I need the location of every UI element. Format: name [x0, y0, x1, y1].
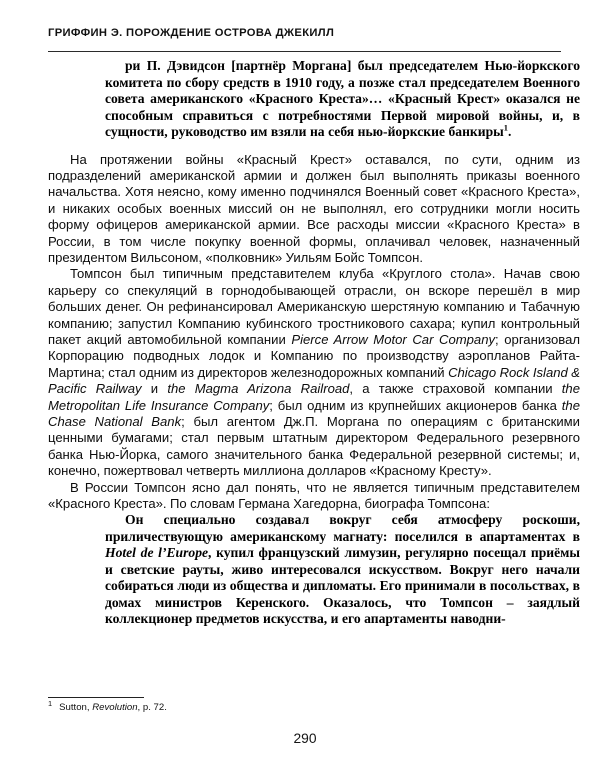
running-head: ГРИФФИН Э. ПОРОЖДЕНИЕ ОСТРОВА ДЖЕКИЛЛ — [48, 27, 335, 39]
paragraph-2-seg-4: , а также страховой компании — [349, 381, 562, 397]
header-rule — [48, 51, 561, 52]
company-name-chicago-rock-island: Chicago Rock Island & Pacific Railway — [48, 364, 581, 397]
blockquote-second-seg-1: Он специально создавал вокруг себя атмосферу роскоши, приличествующую американскому магнату: поселился в апартаментах в — [105, 512, 580, 544]
paragraph-1-text: На протяжении войны «Красный Крест» оставался, по сути, одним из подразделений американской армии и должен был выполнять приказы военного начальства. Хотя неясно, кому именно подчинялся Военный совет «Красного Креста», и никаких особых военных миссий он не выполнял, его сотрудники могли носить форму офицеров американской армии. Все расходы миссии «Красного Креста» в России, в том числе покупку военной формы, оплачивал человек, назначенный президентом Вильсоном, «полковник» Уильям Бойс Томпсон. — [48, 151, 580, 265]
company-name-magma-arizona: the Magma Arizona Railroad — [167, 381, 350, 397]
paragraph-2-seg-6: ; был агентом Дж.П. Моргана по операциям с британскими ценными бумагами; стал первым штатным директором Федерального резервного банка Нью-Йорка, самого значительного банка Федеральной резервной системы; и, конечно, пожертвовал четверть миллиона долларов «Красному Кресту». — [48, 414, 580, 479]
blockquote-first-tail: . — [507, 124, 512, 139]
company-name-metropolitan-life: the Metropolitan Life Insurance Company — [48, 381, 580, 413]
paragraph-2-seg-5: ; был одним из крупнейших акционеров банка — [269, 397, 562, 413]
blockquote-second-seg-2: , купил французский лимузин, регулярно посещал приёмы и светские рауты, живо интересовался искусством. Вокруг него начали собираться люди из общества и дипломаты. Его принимали в посольствах, в домах министров Керенского. Оказалось, что Томпсон – заядлый коллекционер предметов искусства, и его апартаменты наводни- — [105, 545, 580, 627]
hotel-name-europe: Hotel de l’Europe — [105, 545, 209, 561]
paragraph-red-cross-army — [48, 152, 580, 267]
footnote-author: Sutton, — [59, 702, 90, 713]
blockquote-second — [48, 512, 580, 628]
footnote-reference-1: 1 — [503, 123, 508, 133]
footnote-title: Revolution — [92, 702, 138, 713]
blockquote-first-text: ри П. Дэвидсон [партнёр Моргана] был председателем Нью-йоркского комитета по сбору средств в 1910 году, а позже стал председателем Военного совета американского «Красного Креста»… «Красный Крест» оказался не способным справиться с потребностями Первой мировой войны, и, в сущности, руководство им взяли на себя нью-йоркские банкиры — [105, 58, 580, 139]
footnote-locator: , p. 72. — [137, 702, 167, 713]
text-column — [48, 58, 580, 628]
company-name-chase-national-bank: the Chase National Bank — [48, 397, 580, 429]
page-number: 290 — [293, 731, 317, 746]
company-name-pierce-arrow: Pierce Arrow Motor Car Company — [291, 331, 496, 347]
paragraph-2-seg-3: и — [141, 381, 168, 397]
paragraph-hagedorn-intro — [48, 480, 580, 513]
paragraph-2-seg-1: Томпсон был типичным представителем клуба «Круглого стола». Начав свою карьеру со спекуляций в горнодобывающей отрасли, он вскоре перешёл в мир больших денег. Он рефинансировал Американскую шерстяную компанию и Табачную компанию; запустил Компанию кубинского тростникового сахара; купил контрольный пакет акций автомобильной компании — [48, 266, 580, 347]
paragraph-2-seg-2: ; организовал Корпорацию подводных лодок и Компанию по производству аэропланов Райта-Мартина; стал одним из директоров железнодорожных компаний — [48, 331, 580, 380]
footnote-separator-rule — [48, 697, 144, 698]
footnote-entry — [48, 698, 468, 714]
footnote-number: 1 — [48, 698, 53, 708]
paragraph-3-text: В России Томпсон ясно дал понять, что не является типичным представителем «Красного Креста». По словам Германа Хагедорна, биографа Томпсона: — [48, 479, 580, 512]
paragraph-thompson-career — [48, 266, 580, 479]
blockquote-first — [48, 58, 580, 141]
